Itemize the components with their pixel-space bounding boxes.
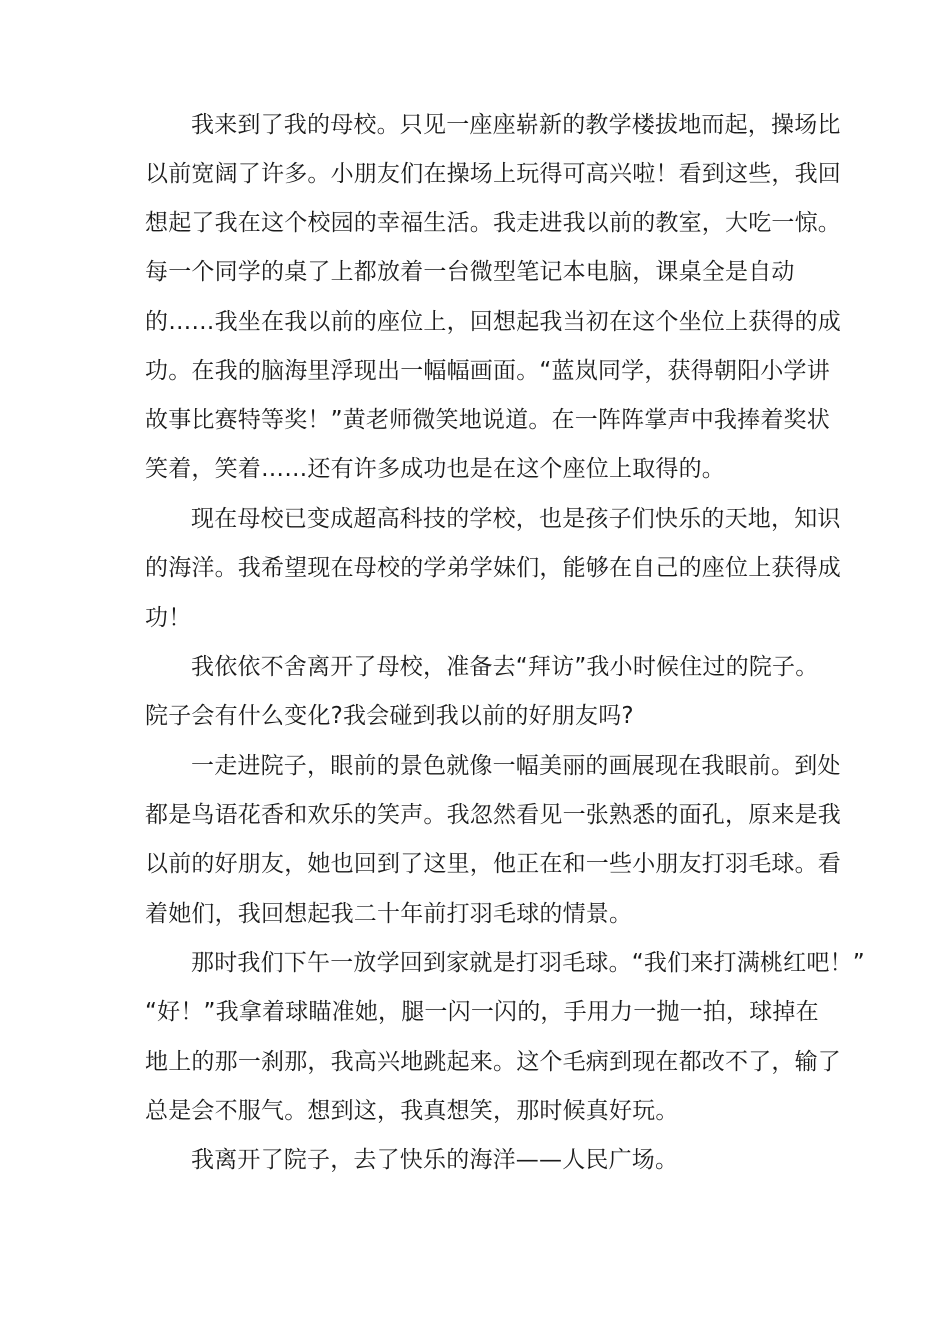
text-line: 功！	[145, 605, 192, 631]
text-line: 功。在我的脑海里浮现出一幅幅画面。“蓝岚同学，获得朝阳小学讲	[145, 358, 830, 384]
text-line: 的海洋。我希望现在母校的学弟学妹们，能够在自己的座位上获得成	[145, 555, 841, 581]
text-line: 的……我坐在我以前的座位上，回想起我当初在这个坐位上获得的成	[145, 309, 841, 335]
text-line: 以前宽阔了许多。小朋友们在操场上玩得可高兴啦！看到这些，我回	[145, 161, 841, 187]
text-line: 现在母校已变成超高科技的学校，也是孩子们快乐的天地，知识	[191, 506, 841, 532]
text-line: 院子会有什么变化?我会碰到我以前的好朋友吗?	[145, 703, 634, 729]
text-line: 着她们，我回想起我二十年前打羽毛球的情景。	[145, 901, 633, 927]
text-line: 一走进院子，眼前的景色就像一幅美丽的画展现在我眼前。到处	[191, 753, 841, 779]
text-line: 以前的好朋友，她也回到了这里，他正在和一些小朋友打羽毛球。看	[145, 851, 841, 877]
text-line: 每一个同学的桌了上都放着一台微型笔记本电脑，课桌全是自动	[145, 259, 795, 285]
text-line: 地上的那一刹那，我高兴地跳起来。这个毛病到现在都改不了，输了	[145, 1049, 841, 1075]
text-line: 我离开了院子，去了快乐的海洋——人民广场。	[191, 1147, 679, 1173]
text-line: 笑着，笑着……还有许多成功也是在这个座位上取得的。	[145, 456, 725, 482]
text-line: 我来到了我的母校。只见一座座崭新的教学楼拔地而起，操场比	[191, 112, 841, 138]
text-line: 故事比赛特等奖！”黄老师微笑地说道。在一阵阵掌声中我捧着奖状	[145, 407, 830, 433]
text-line: “好！”我拿着球瞄准她，腿一闪一闪的，手用力一抛一拍，球掉在	[145, 999, 819, 1025]
text-line: 都是鸟语花香和欢乐的笑声。我忽然看见一张熟悉的面孔，原来是我	[145, 802, 841, 828]
text-line: 那时我们下午一放学回到家就是打羽毛球。“我们来打满桃红吧！”	[191, 950, 865, 976]
text-line: 我依依不舍离开了母校，准备去“拜访”我小时候住过的院子。	[191, 654, 819, 680]
text-line: 总是会不服气。想到这，我真想笑，那时候真好玩。	[145, 1098, 679, 1124]
text-line: 想起了我在这个校园的幸福生活。我走进我以前的教室，大吃一惊。	[145, 210, 841, 236]
